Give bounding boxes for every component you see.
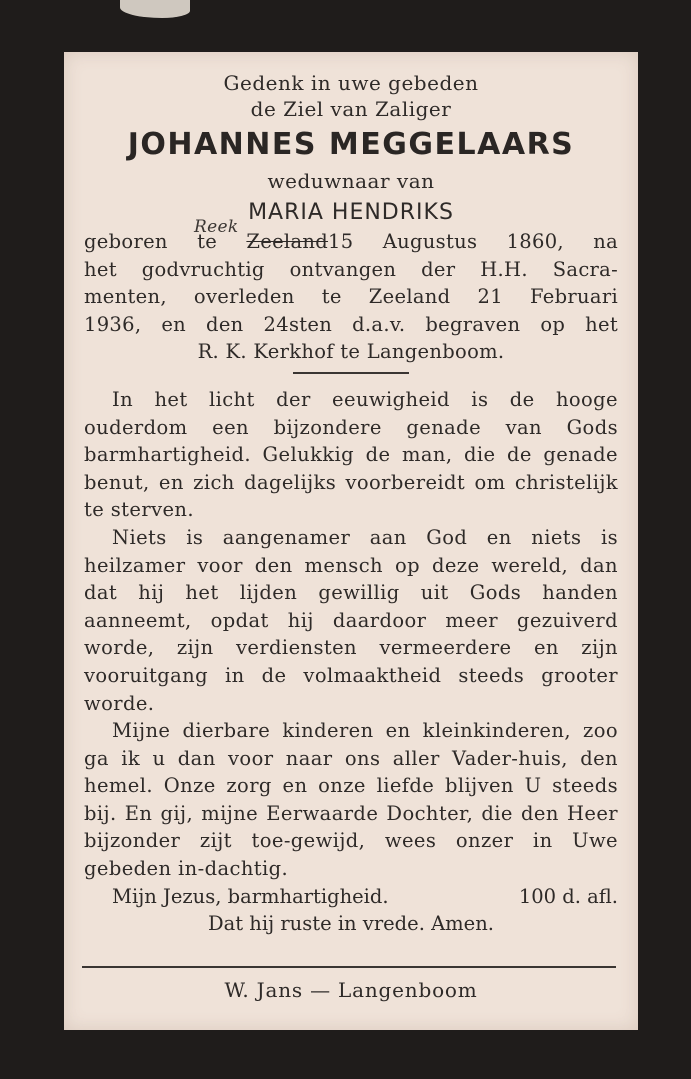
header-line-2: de Ziel van Zaliger: [250, 97, 452, 121]
closing-prayer: Mijn Jezus, barmhartigheid.: [112, 884, 389, 908]
relation-text: weduwnaar van: [267, 169, 435, 193]
born-rest: 15 Augustus 1860, na: [328, 230, 618, 253]
torn-corner: [120, 0, 190, 18]
printer-credit: W. Jans — Langenboom: [224, 978, 478, 1002]
spouse-name: MARIA HENDRIKS: [248, 200, 454, 225]
handwritten-birthplace: Reek: [194, 217, 239, 237]
card-content: [84, 70, 618, 938]
struck-birthplace: Zeeland: [246, 230, 329, 253]
short-divider: [293, 372, 409, 374]
biography: [84, 217, 618, 366]
biography-line-1: [84, 228, 618, 256]
closing-amen: Dat hij ruste in vrede. Amen.: [208, 912, 494, 936]
paragraph-1: In het licht der eeuwigheid is de hooge ouderdom een bijzondere genade van Gods barmhartigheid. Gelukkig de man, die de genade benut, en zich dagelijks voorbereidt om christelijk te sterven.: [84, 387, 618, 522]
biography-line-5: R. K. Kerkhof te Langenboom.: [197, 340, 505, 364]
closing: [84, 883, 618, 938]
card-paper: [64, 52, 638, 1030]
indulgence: 100 d. afl.: [518, 884, 618, 908]
biography-line-2: het godvruchtig ontvangen der H.H. Sacra-: [84, 257, 618, 281]
born-prefix: geboren te: [84, 230, 218, 253]
deceased-name: JOHANNES MEGGELAARS: [127, 127, 575, 162]
header-line-1: Gedenk in uwe gebeden: [223, 71, 479, 95]
paragraph-2: Niets is aangenamer aan God en niets is heilzamer voor den mensch op deze wereld, dan dat hij het lijden gewillig uit Gods handen aanneemt, opdat hij daardoor meer gezuiverd worde, zijn verdiensten vermeerdere en zijn vooruitgang in de volmaaktheid steeds grooter worde.: [84, 525, 618, 715]
long-divider: [82, 966, 616, 968]
paragraph-3: Mijne dierbare kinderen en kleinkinderen, zoo ga ik u dan voor naar ons aller Vader-huis, den hemel. Onze zorg en onze liefde blijven U steeds bij. En gij, mijne Eerwaarde Dochter, die den Heer bijzonder zijt toe-gewijd, wees onzer in Uwe gebeden in-dachtig.: [84, 719, 618, 881]
biography-line-3: menten, overleden te Zeeland 21 Februari: [84, 285, 618, 309]
body-text: [84, 386, 618, 883]
biography-line-4: 1936, en den 24sten d.a.v. begraven op het: [84, 312, 618, 336]
